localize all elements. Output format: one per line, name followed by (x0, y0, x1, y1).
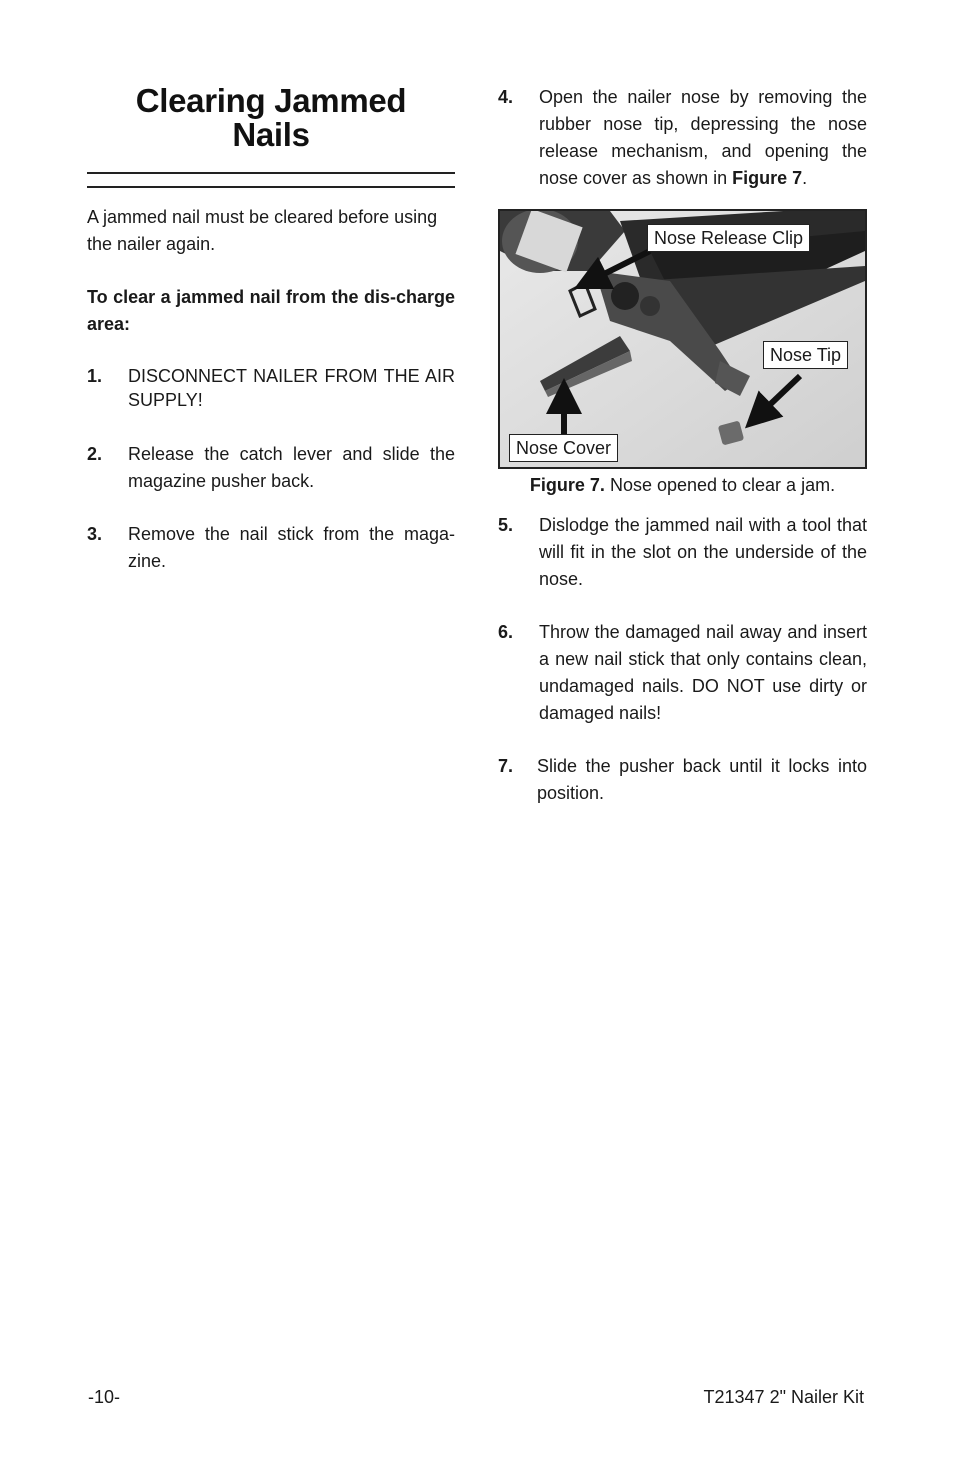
page-title (87, 84, 455, 152)
title-line-2: Nails (232, 116, 310, 153)
step-number: 5. (498, 515, 514, 535)
callout-nose-release-clip: Nose Release Clip (647, 224, 810, 252)
left-column (87, 84, 455, 575)
step-6 (498, 619, 867, 727)
figure-7-photo (498, 209, 867, 469)
title-line-1: Clearing Jammed (135, 82, 407, 119)
step-7 (498, 753, 867, 807)
callout-nose-cover: Nose Cover (509, 434, 618, 462)
step-text: Dislodge the jammed nail with a tool that will fit in the slot on the underside of the nose. (539, 515, 867, 589)
step-number: 3. (87, 524, 103, 544)
step-4 (498, 84, 867, 192)
step-2 (87, 441, 455, 495)
figure-reference: Figure 7 (732, 168, 803, 188)
step-number: 7. (498, 756, 514, 776)
caption-label: Figure 7. (529, 475, 605, 495)
caption-text: Nose opened to clear a jam. (604, 475, 836, 495)
step-text: Slide the pusher back until it locks into position. (537, 756, 867, 803)
figure-caption (498, 474, 867, 496)
step-4-text: Open the nailer nose by removing the rubber nose tip, depressing the nose release mechanism, and opening the nose cover as shown in (539, 87, 867, 188)
step-text: Release the catch lever and slide the magazine pusher back. (128, 444, 455, 491)
step-text: DISCONNECT NAILER FROM THE AIR SUPPLY! (128, 366, 455, 410)
right-column (498, 84, 867, 807)
product-name: T21347 2" Nailer Kit (703, 1387, 864, 1407)
step-5 (498, 512, 867, 593)
intro-paragraph: A jammed nail must be cleared before using the nailer again. (87, 207, 438, 254)
title-divider (87, 172, 455, 186)
callout-nose-tip: Nose Tip (763, 341, 848, 369)
step-3 (87, 521, 455, 575)
step-number: 1. (87, 366, 103, 386)
step-text (539, 84, 867, 192)
step-1 (87, 364, 455, 412)
page-number: -10- (88, 1387, 121, 1407)
step-text: Throw the damaged nail away and insert a new nail stick that only contains clean, undamaged nails. DO NOT use dirty or damaged nails! (539, 622, 867, 723)
step-number: 4. (498, 87, 514, 107)
step-number: 6. (498, 622, 514, 642)
step-text: Remove the nail stick from the maga-zine. (128, 524, 455, 571)
step-4-period: . (802, 168, 808, 188)
procedure-lead: To clear a jammed nail from the dis-charge area: (87, 287, 455, 334)
step-number: 2. (87, 444, 103, 464)
